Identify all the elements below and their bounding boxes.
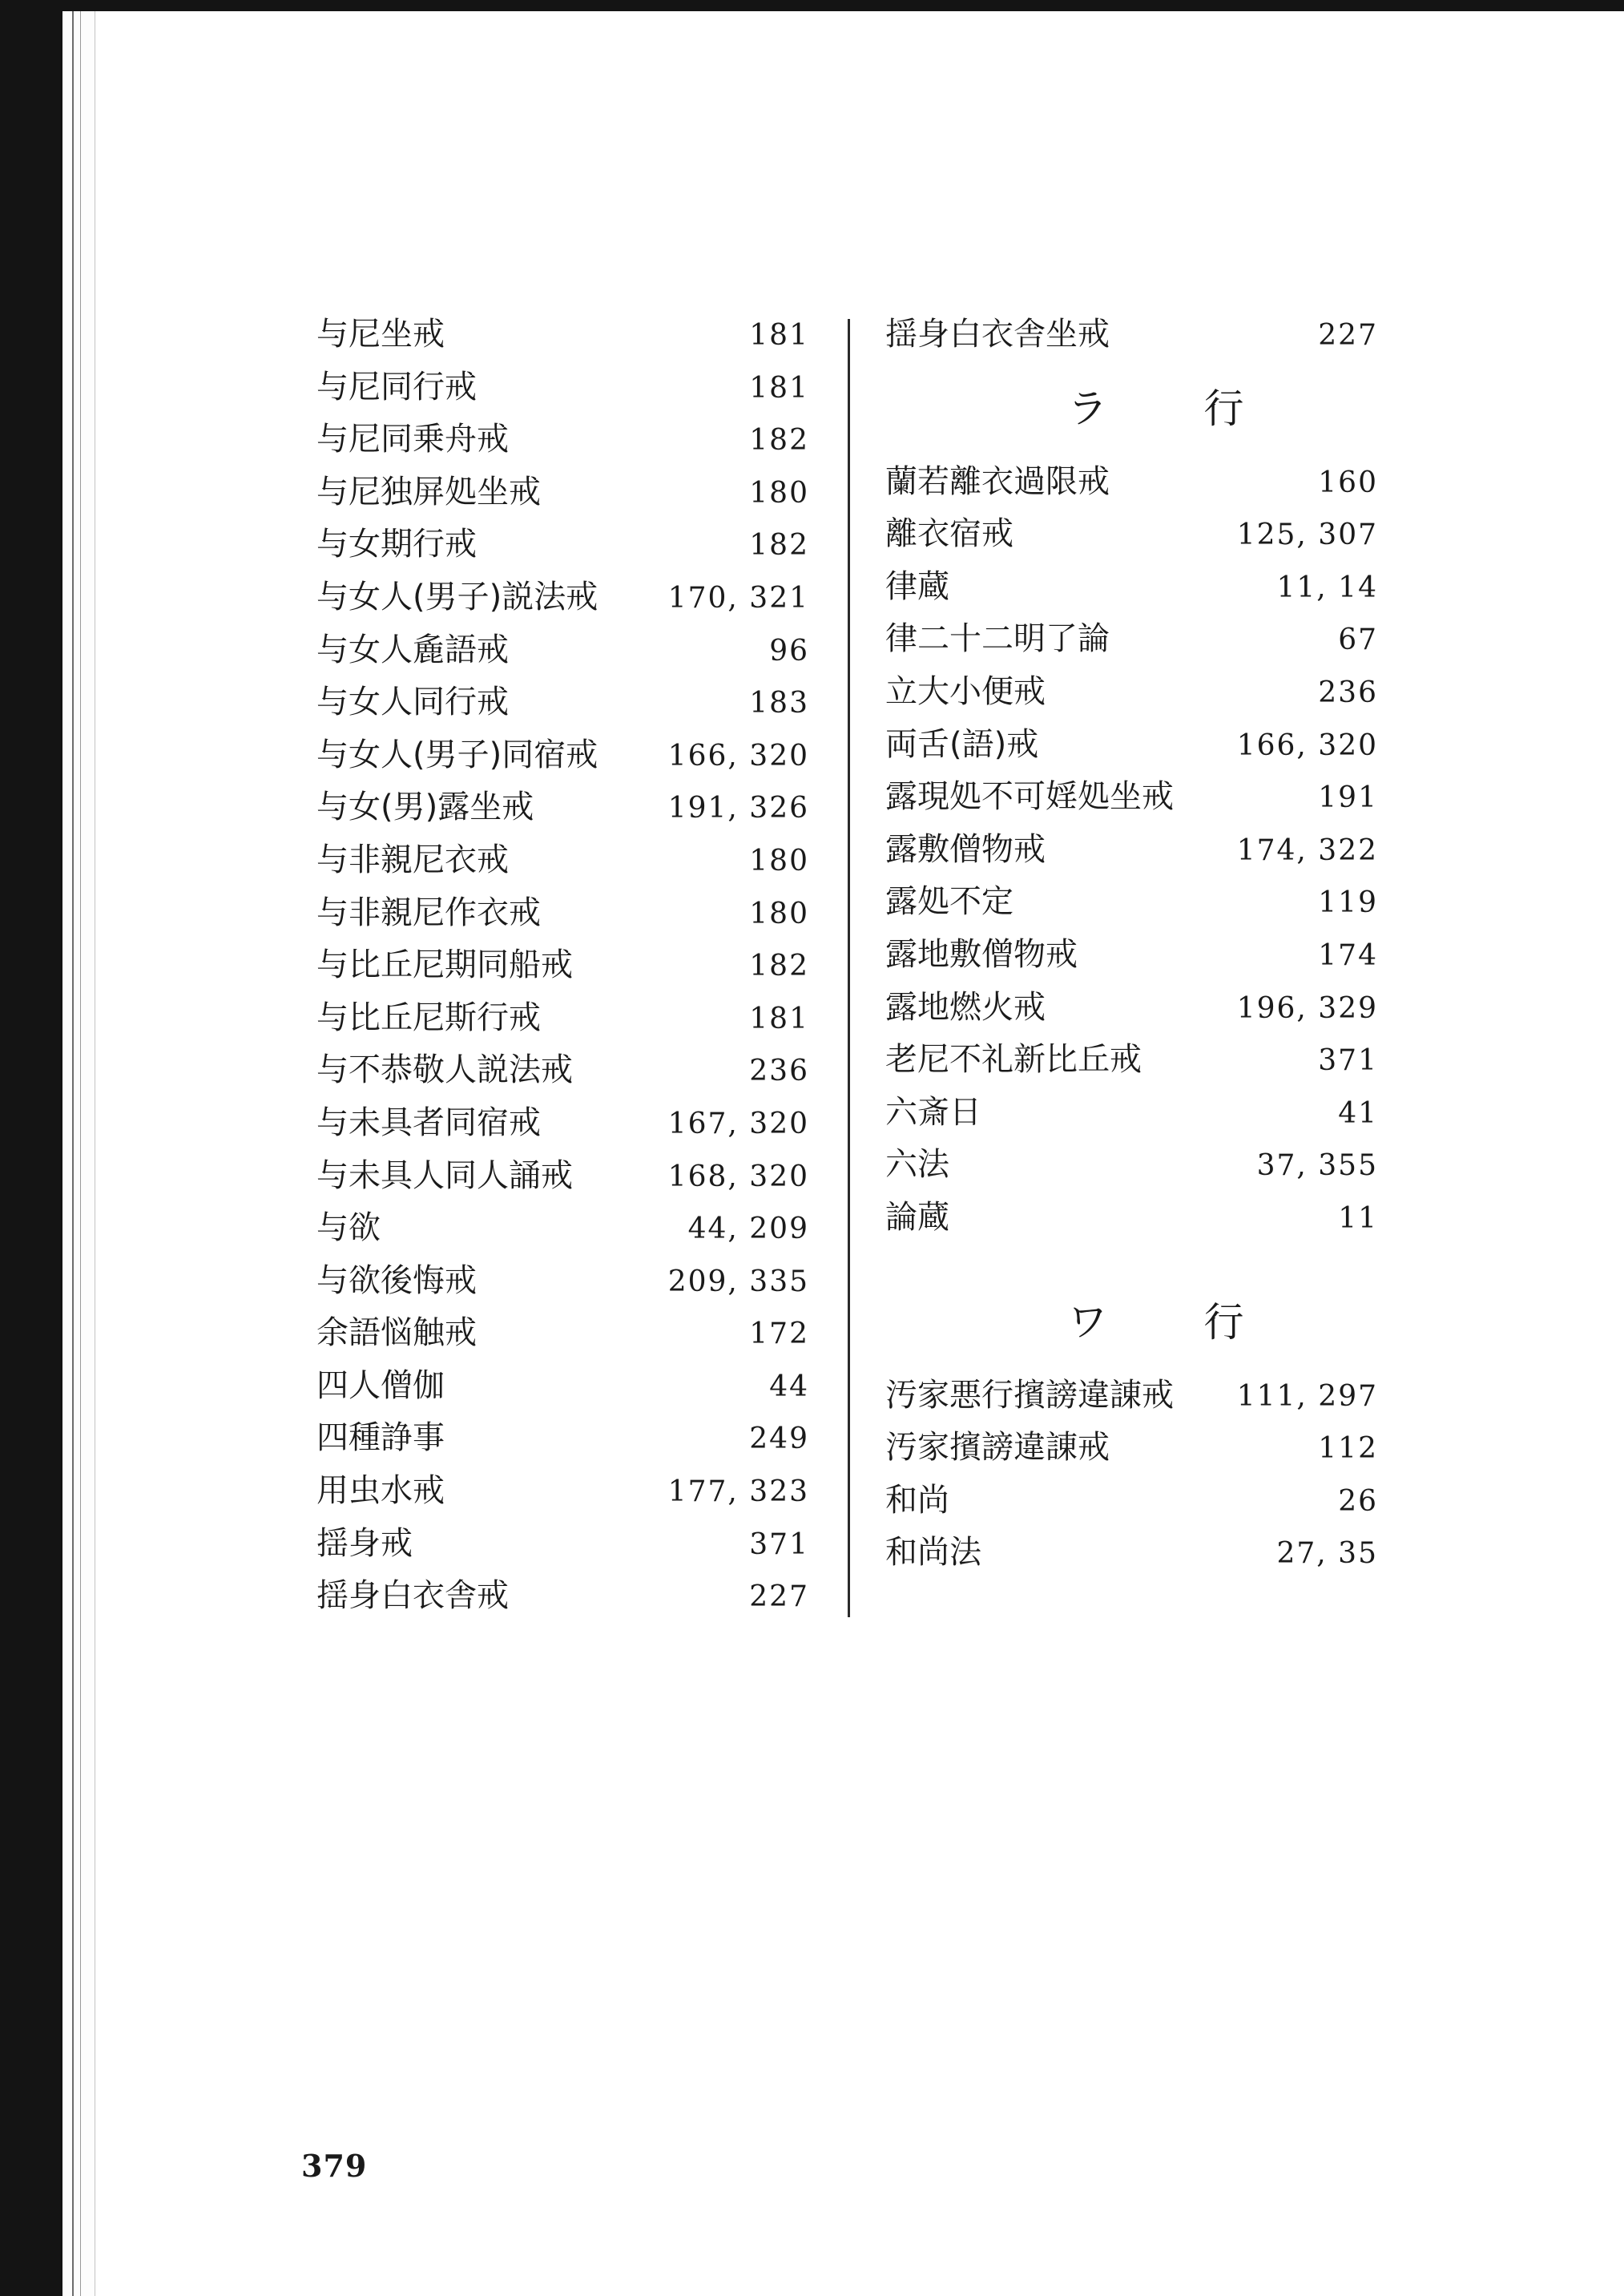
index-entry	[885, 929, 1378, 982]
section-spacer	[885, 1245, 1378, 1275]
page-ref: 181	[749, 319, 809, 352]
section-gyo: 行	[1203, 385, 1244, 432]
index-entry	[885, 508, 1378, 561]
page-ref: 182	[749, 424, 809, 458]
index-term: 与女人(男子)同宿戒	[316, 736, 598, 773]
page-ref: 172	[749, 1317, 809, 1351]
index-entry	[316, 1097, 809, 1150]
page-ref: 236	[1318, 676, 1378, 709]
index-column-left	[316, 309, 809, 1623]
index-entry	[316, 1360, 809, 1413]
index-term: 露処不定	[885, 883, 1013, 921]
index-entry	[885, 613, 1378, 666]
index-entry	[316, 1255, 809, 1308]
index-term: 与女期行戒	[316, 526, 477, 563]
page-ref: 177, 323	[667, 1475, 809, 1509]
page-ref: 166, 320	[667, 739, 809, 773]
page-ref: 209, 335	[667, 1265, 809, 1298]
page-ref: 37, 355	[1256, 1149, 1378, 1183]
index-term: 与比丘尼期同船戒	[316, 946, 573, 984]
index-entry	[885, 771, 1378, 824]
section-gyo: 行	[1203, 1298, 1244, 1346]
index-entry	[316, 1518, 809, 1571]
page-ref: 371	[1318, 1044, 1378, 1078]
index-term: 離衣宿戒	[885, 515, 1013, 553]
index-entry	[316, 361, 809, 414]
index-entry	[316, 781, 809, 834]
index-term: 露地敷僧物戒	[885, 935, 1078, 973]
index-entry	[885, 1527, 1378, 1580]
page-ref: 67	[1338, 623, 1378, 657]
section-kana: ワ	[1067, 1298, 1108, 1346]
index-term: 与女人麁語戒	[316, 631, 509, 668]
index-term: 与女人同行戒	[316, 684, 509, 721]
page-ref: 371	[749, 1527, 809, 1561]
index-entry	[885, 719, 1378, 772]
page-ref: 249	[749, 1422, 809, 1456]
section-heading-wa	[885, 1275, 1378, 1370]
page-ref: 11, 14	[1276, 571, 1378, 604]
index-term: 与尼坐戒	[316, 316, 445, 353]
page-ref: 168, 320	[667, 1160, 809, 1193]
index-term: 六法	[885, 1146, 949, 1184]
page-number: 379	[301, 2148, 368, 2184]
index-entry	[316, 939, 809, 992]
index-term: 和尚法	[885, 1534, 981, 1572]
page-ref: 125, 307	[1236, 519, 1378, 552]
index-entry	[885, 982, 1378, 1035]
index-term: 両舌(語)戒	[885, 725, 1039, 763]
index-entry	[316, 571, 809, 624]
index-entry	[316, 1150, 809, 1203]
index-term: 露地燃火戒	[885, 988, 1046, 1026]
page-ref: 180	[749, 476, 809, 510]
index-term: 律二十二明了論	[885, 620, 1110, 658]
index-term: 揺身白衣舎戒	[316, 1577, 509, 1615]
index-term: 汚家悪行擯謗違諌戒	[885, 1376, 1174, 1414]
index-term: 論蔵	[885, 1198, 949, 1236]
index-term: 立大小便戒	[885, 672, 1046, 710]
index-term: 与欲後悔戒	[316, 1261, 477, 1299]
index-entry	[885, 1475, 1378, 1527]
index-term: 揺身白衣舎坐戒	[885, 316, 1110, 353]
index-term: 与非親尼衣戒	[316, 841, 509, 878]
page-ref: 44	[769, 1370, 809, 1403]
page-ref: 191, 326	[667, 792, 809, 825]
index-term: 四種諍事	[316, 1419, 445, 1457]
index-entry	[316, 1307, 809, 1360]
column-divider	[848, 319, 850, 1617]
index-term: 与比丘尼斯行戒	[316, 999, 541, 1036]
page-ref: 182	[749, 950, 809, 983]
index-term: 与女(男)露坐戒	[316, 789, 534, 826]
page-ref: 27, 35	[1276, 1537, 1378, 1571]
page-ref: 227	[1318, 319, 1378, 352]
index-term: 律蔵	[885, 567, 949, 605]
index-term: 与欲	[316, 1209, 381, 1247]
page-ref: 112	[1318, 1432, 1378, 1466]
index-entry	[316, 676, 809, 729]
index-term: 露敷僧物戒	[885, 830, 1046, 868]
page-ref: 180	[749, 844, 809, 878]
section-kana: ラ	[1067, 385, 1108, 432]
index-entry	[885, 1087, 1378, 1140]
index-entry	[316, 519, 809, 571]
index-term: 露現処不可婬処坐戒	[885, 778, 1174, 816]
page-ref: 44, 209	[687, 1213, 809, 1246]
index-entry	[316, 992, 809, 1045]
index-term: 与非親尼作衣戒	[316, 894, 541, 931]
page-ref: 196, 329	[1236, 991, 1378, 1025]
index-term: 蘭若離衣過限戒	[885, 462, 1110, 500]
page-ref: 96	[769, 634, 809, 668]
index-entry	[316, 1412, 809, 1465]
index-term: 揺身戒	[316, 1524, 413, 1562]
index-term: 六斎日	[885, 1093, 981, 1131]
index-entry	[885, 1422, 1378, 1475]
page-ref: 181	[749, 371, 809, 405]
page-ref: 11	[1338, 1201, 1378, 1235]
index-entry	[316, 309, 809, 361]
index-term: 与尼同行戒	[316, 368, 477, 406]
index-entry	[316, 729, 809, 782]
page-ref: 170, 321	[667, 581, 809, 615]
index-entry	[316, 1044, 809, 1097]
index-column-right	[885, 309, 1378, 1580]
index-term: 与尼同乗舟戒	[316, 421, 509, 458]
index-entry	[885, 666, 1378, 719]
index-entry	[316, 414, 809, 466]
page-edge-lines	[62, 11, 119, 2296]
index-entry	[316, 1202, 809, 1255]
index-entry	[885, 456, 1378, 509]
index-entry	[885, 1370, 1378, 1422]
page-ref: 182	[749, 529, 809, 563]
index-entry	[316, 834, 809, 887]
index-entry	[885, 876, 1378, 929]
page-ref: 167, 320	[667, 1107, 809, 1140]
index-entry	[885, 1192, 1378, 1245]
page-ref: 174	[1318, 938, 1378, 972]
index-term: 汚家擯謗違諌戒	[885, 1429, 1110, 1467]
page-ref: 41	[1338, 1096, 1378, 1130]
index-term: 与未具者同宿戒	[316, 1104, 541, 1141]
index-term: 四人僧伽	[316, 1366, 445, 1404]
page-ref: 119	[1318, 886, 1378, 920]
page-ref: 180	[749, 897, 809, 930]
index-term: 与不恭敬人説法戒	[316, 1051, 573, 1089]
index-term: 和尚	[885, 1481, 949, 1519]
section-heading-ra	[885, 361, 1378, 456]
page-ref: 166, 320	[1236, 728, 1378, 762]
index-entry	[316, 1465, 809, 1518]
scan-top-edge	[0, 0, 1624, 11]
index-entry	[885, 1139, 1378, 1192]
index-entry	[316, 624, 809, 677]
index-term: 老尼不礼新比丘戒	[885, 1041, 1142, 1079]
index-entry	[885, 309, 1378, 361]
page-ref: 183	[749, 687, 809, 720]
index-term: 余語悩触戒	[316, 1314, 477, 1352]
index-term: 用虫水戒	[316, 1472, 445, 1510]
index-term: 与女人(男子)説法戒	[316, 578, 598, 615]
index-entry	[885, 824, 1378, 877]
index-entry	[316, 466, 809, 519]
page-ref: 191	[1318, 781, 1378, 815]
page-ref: 160	[1318, 466, 1378, 499]
page-ref: 111, 297	[1236, 1379, 1378, 1413]
page-ref: 26	[1338, 1484, 1378, 1518]
scan-left-edge	[0, 0, 62, 2296]
page-ref: 181	[749, 1002, 809, 1035]
index-entry	[316, 1570, 809, 1623]
index-entry	[316, 887, 809, 940]
index-term: 与尼独屏処坐戒	[316, 473, 541, 510]
index-entry	[885, 561, 1378, 614]
page-ref: 227	[749, 1580, 809, 1614]
page-ref: 174, 322	[1236, 833, 1378, 867]
page-ref: 236	[749, 1055, 809, 1088]
index-term: 与未具人同人誦戒	[316, 1156, 573, 1194]
index-entry	[885, 1034, 1378, 1087]
